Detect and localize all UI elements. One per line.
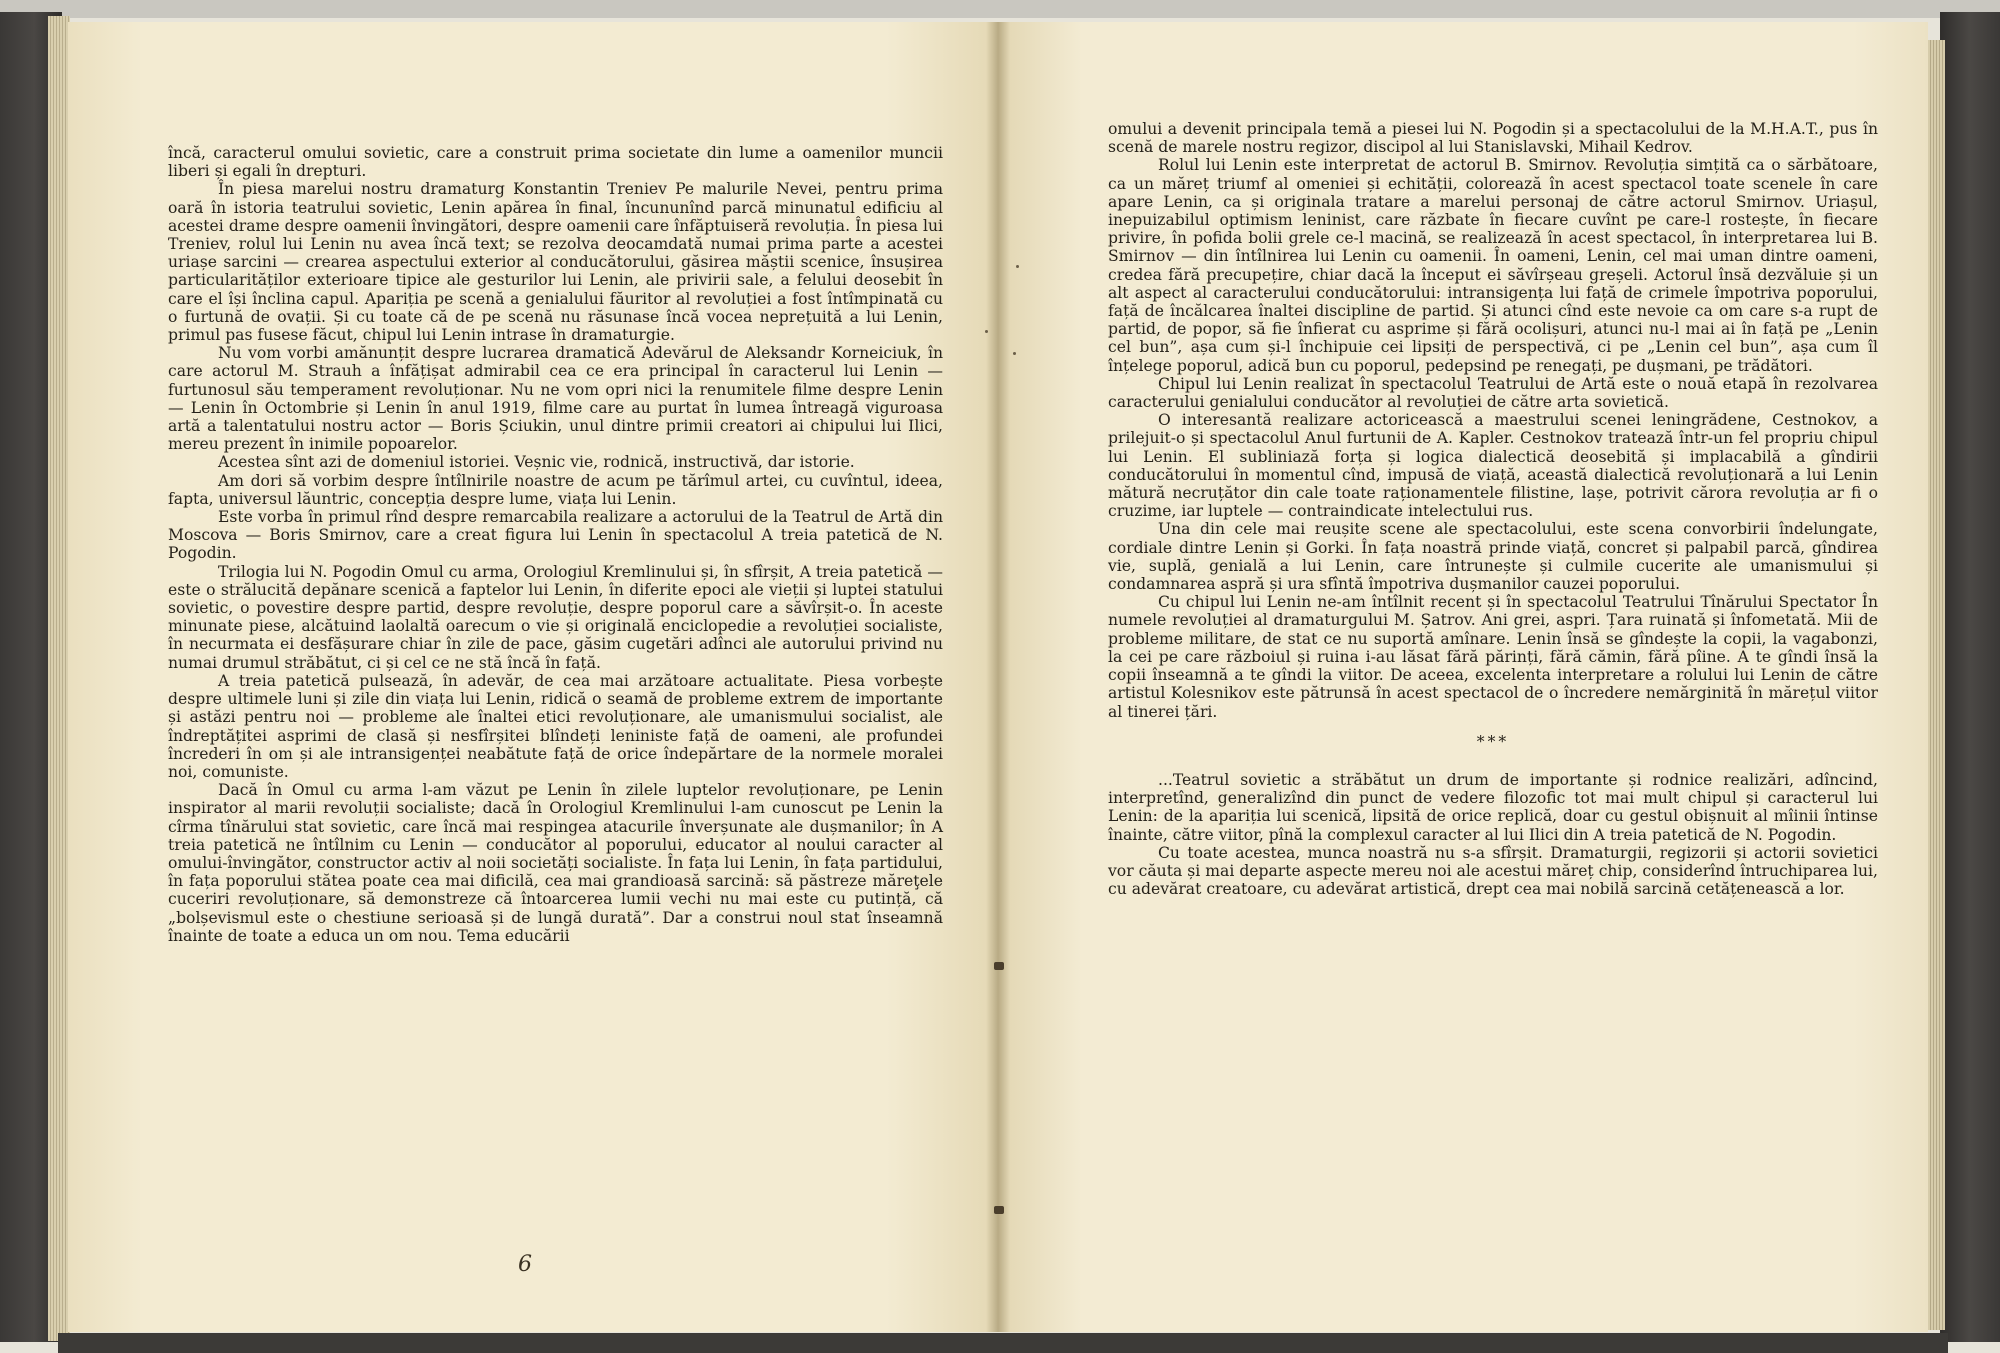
right-page bbox=[998, 22, 1928, 1332]
section-separator: *** bbox=[1476, 732, 1510, 751]
page-edges-right bbox=[1925, 40, 1945, 1330]
left-page bbox=[68, 22, 998, 1332]
binding-hole bbox=[1013, 352, 1016, 355]
paragraph: O interesantă realizare actoricească a maestrului scenei leningrădene, Cestnokov, a prilejuit-o și spectacolul Anul furtunii de A. Kapler. Cestnokov tratează într-un fel propriu chipul lui Lenin. El subliniază forța și logica dialectică deosebită și implacabilă a gîndirii conducătorului în momentul cînd, impusă de viață, această dialectică revoluționară a lui Lenin mătură necruțător din cale toate raționamentele filistine, lașe, potrivit cărora revoluția ar fi o cruzime, iar luptele — contraindicate intelectului rus. bbox=[1108, 411, 1878, 521]
paragraph: omului a devenit principala temă a piesei lui N. Pogodin și a spectacolului de la M.H.A.T., pus în scenă de marele nostru regizor, discipol al lui Stanislavski, Mihail Kedrov. bbox=[1108, 120, 1878, 157]
paragraph: În piesa marelui nostru dramaturg Konstantin Treniev Pe malurile Nevei, pentru prima oară în istoria teatrului sovietic, Lenin apărea în final, încununînd parcă minunatul edificiu al acestei drame despre oamenii învingători, despre oamenii care înfăptuiseră revoluția. În piesa lui Treniev, rolul lui Lenin nu avea încă text; se rezolva deocamdată numai prima parte a acestei uriașe sarcini — crearea aspectului exterior al conducătorului, găsirea măștii scenice, însușirea particularităților exterioare tipice ale gesturilor lui Lenin, ale privirii sale, a felului deosebit în care el își înclina capul. Apariția pe scenă a genialului făuritor al revoluției a fost întîmpinată cu o furtună de ovații. Și cu toate că de pe scenă nu răsunase încă vocea neprețuită a lui Lenin, primul pas fusese făcut, chipul lui Lenin intrase în dramaturgie. bbox=[168, 180, 943, 345]
paragraph: Este vorba în primul rînd despre remarcabila realizare a actorului de la Teatrul de Artă din Moscova — Boris Smirnov, care a creat figura lui Lenin în spectacolul A treia patetică de N. Pogodin. bbox=[168, 508, 943, 563]
book-gutter bbox=[986, 22, 1010, 1332]
right-page-text bbox=[1108, 120, 1878, 898]
page-edges-left bbox=[48, 16, 70, 1341]
paragraph: Acestea sînt azi de domeniul istoriei. Veșnic vie, rodnică, instructivă, dar istorie. bbox=[218, 453, 855, 472]
paragraph: Am dori să vorbim despre întîlnirile noastre de acum pe tărîmul artei, cu cuvîntul, ideea, fapta, universul lăuntric, concepția despre lume, viața lui Lenin. bbox=[168, 471, 943, 508]
paragraph: ...Teatrul sovietic a străbătut un drum de importante și rodnice realizări, adîncind, interpretînd, generalizînd din punct de vedere filozofic tot mai mult chipul și caracterul lui Lenin: de la apariția lui scenică, lipsită de orice replică, doar cu gestul obișnuit al mîinii întinse înainte, către viitor, pînă la complexul caracter al lui Ilici din A treia patetică de N. Pogodin. bbox=[1108, 770, 1878, 844]
background-strip bbox=[0, 0, 2000, 18]
paragraph: Chipul lui Lenin realizat în spectacolul Teatrului de Artă este o nouă etapă în rezolvarea caracterului genialului conducător al revoluției de către arta sovietică. bbox=[1108, 374, 1878, 412]
binding-stitch bbox=[994, 1206, 1004, 1214]
paragraph: Cu toate acestea, munca noastră nu s-a sfîrșit. Dramaturgii, regizorii și actorii sovietici vor căuta și mai departe aspecte mereu noi ale acestui măreț chip, considerînd întruchiparea lui, cu adevărat creatoare, cu adevărat artistică, drept cea mai nobilă sarcină cetățenească a lor. bbox=[1108, 843, 1878, 899]
binding-hole bbox=[1016, 265, 1019, 268]
page-number: 6 bbox=[518, 1252, 532, 1277]
left-page-text bbox=[168, 144, 943, 945]
book-cover-right bbox=[1940, 12, 2000, 1342]
paragraph: A treia patetică pulsează, în adevăr, de cea mai arzătoare actualitate. Piesa vorbește despre ultimele luni și zile din viața lui Lenin, ridică o seamă de probleme extrem de importante și astăzi pentru noi — probleme ale înaltei etici revoluționare, ale umanismului socialist, ale îndreptățitei asprimi de clasă și nesfîrșitei blîndeți leniniste față de oameni, ale profundei încrederi în om și ale intransigenței neabătute față de orice îndepărtare de la normele moralei noi, comuniste. bbox=[168, 671, 943, 781]
book-bottom-edge bbox=[58, 1333, 1948, 1353]
paragraph: Rolul lui Lenin este interpretat de actorul B. Smirnov. Revoluția simțită ca o sărbătoare, ca un măreț triumf al omeniei și echității, colorează în acest spectacol toate scenele în care apare Lenin, ca și originala tratare a marelui personaj de către actorul Smirnov. Uriașul, inepuizabilul optimism leninist, care răzbate în fiecare cuvînt pe care-l rostește, în fiecare privire, în pofida bolii grele ce-l macină, se realizează în acest spectacol, în interpretarea lui B. Smirnov — din întîlnirea lui Lenin cu oamenii. În oameni, Lenin, cel mai uman dintre oameni, credea fără precupețire, chiar dacă la început ei săvîrșeau greșeli. Actorul însă dezvăluie și un alt aspect al caracterului conducătorului: intransigența lui față de crimele împotriva poporului, față de încălcarea înaltei discipline de partid. Și atunci cînd este nevoie ca om care s-a rupt de partid, de popor, să fie înfierat cu asprime și fără ocolișuri, atunci nu-l mai ai în față pe „Lenin cel bun”, așa cum și-l închipuie cei lipsiți de perspectivă, ci pe „Lenin cel bun”, așa cum îl înțelege poporul, adică bun cu poporul, pedepsind pe renegați, pe dușmani, pe trădători. bbox=[1108, 156, 1878, 375]
paragraph: Dacă în Omul cu arma l-am văzut pe Lenin în zilele luptelor revoluționare, pe Lenin inspirator al marii revoluții socialiste; dacă în Orologiul Kremlinului l-am cunoscut pe Lenin la cîrma tînărului stat sovietic, care încă mai respingea atacurile înverșunate ale dușmanilor; în A treia patetică ne întîlnim cu Lenin — conducător al poporului, educator al noului caracter al omului-învingător, constructor activ al noii societăți socialiste. În fața lui Lenin, în fața partidului, în fața poporului stătea poate cea mai dificilă, cea mai grandioasă sarcină: să păstreze măreţele cuceriri revoluționare, să demonstreze că întoarcerea lumii vechi nu mai este cu putință, că „bolșevismul este o chestiune serioasă și de lungă durată”. Dar a construi noul stat înseamnă înainte de toate a educa un om nou. Tema educării bbox=[168, 781, 943, 945]
paragraph: Nu vom vorbi amănunțit despre lucrarea dramatică Adevărul de Aleksandr Korneiciuk, în care actorul M. Strauh a înfățișat admirabil cea ce era principal în caracterul lui Lenin — furtunosul său temperament revoluționar. Nu ne vom opri nici la renumitele filme despre Lenin — Lenin în Octombrie și Lenin în anul 1919, filme care au purtat în lumea întreagă viguroasa artă a talentatului nostru actor — Boris Șciukin, unul dintre primii creatori ai chipului lui Ilici, mereu prezent în inimile popoarelor. bbox=[168, 344, 943, 454]
paragraph: Trilogia lui N. Pogodin Omul cu arma, Orologiul Kremlinului și, în sfîrșit, A treia patetică — este o strălucită depănare scenică a faptelor lui Lenin, în diferite epoci ale vieții și luptei statului sovietic, o povestire despre partid, despre revoluție, despre poporul care a săvîrșit-o. În aceste minunate piese, alcătuind laolaltă oarecum o vie și originală enciclopedie a revoluției socialiste, în necurmata ei desfășurare chiar în zile de pace, găsim cugetări adînci ale autorului privind nu numai drumul străbătut, ci și cel ce ne stă încă în față. bbox=[168, 562, 943, 672]
paragraph: Una din cele mai reușite scene ale spectacolului, este scena convorbirii îndelungate, cordiale dintre Lenin și Gorki. În fața noastră prinde viață, concret și palpabil parcă, gîndirea vie, suplă, genială a lui Lenin, care întrunește și culmile cucerite ale umanismului și condamnarea aspră și ura sfîntă împotriva dușmanilor cauzei poporului. bbox=[1108, 520, 1878, 594]
binding-stitch bbox=[994, 962, 1004, 970]
binding-hole bbox=[985, 330, 988, 333]
paragraph: Cu chipul lui Lenin ne-am întîlnit recent și în spectacolul Teatrului Tînărului Spectator În numele revoluției al dramaturgului M. Șatrov. Ani grei, aspri. Țara ruinată și înfometată. Mii de probleme militare, de stat ce nu suportă amînare. Lenin însă se gîndește la copii, la vagabonzi, la cei pe care războiul și ruina i-au lăsat fără părinți, fără cămin, fără pîine. A te gîndi însă la copii înseamnă a te gîndi la viitor. De aceea, excelenta interpretare a rolului lui Lenin de către artistul Kolesnikov este pătrunsă în acest spectacol de o încredere nemărginită în mărețul viitor al tinerei țări. bbox=[1108, 593, 1878, 721]
paragraph: încă, caracterul omului sovietic, care a construit prima societate din lume a oamenilor muncii liberi și egali în drepturi. bbox=[168, 144, 943, 181]
